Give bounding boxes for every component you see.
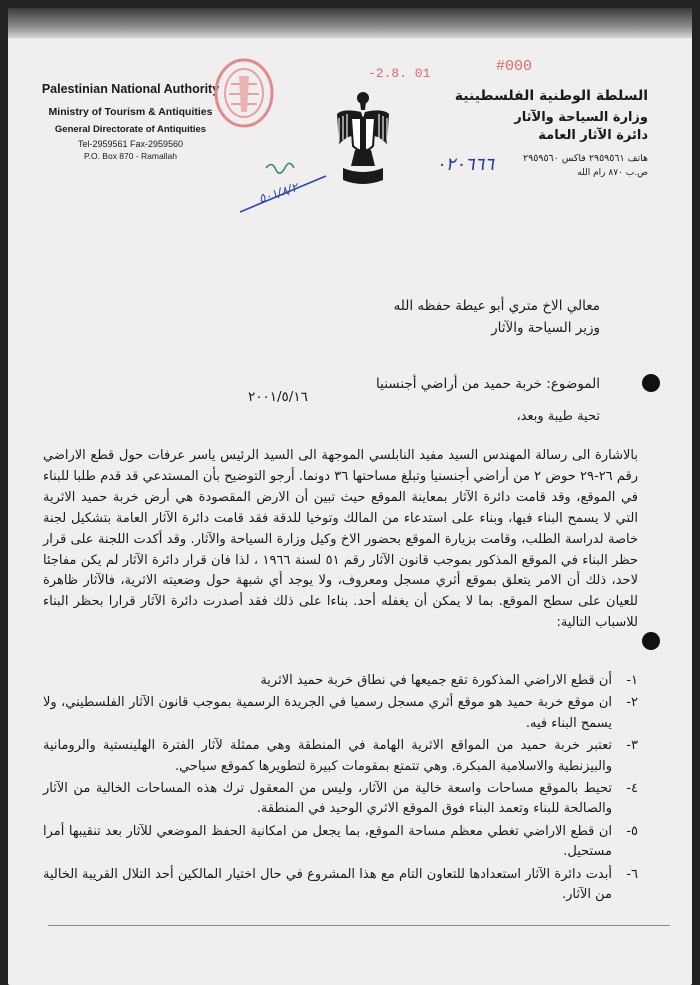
punch-hole: [642, 374, 660, 392]
reason-item: [43, 693, 638, 734]
reason-item: [43, 822, 638, 863]
org-name-ar: السلطة الوطنية الفلسطينية: [454, 88, 648, 104]
reasons-list: [43, 671, 638, 907]
reason-item: [43, 779, 638, 820]
tel-fax-en: Tel-2959561 Fax-2959560: [77, 139, 184, 149]
letter-date: ٢٠٠١/٥/١٦: [248, 389, 308, 405]
punch-hole: [642, 632, 660, 650]
reason-number: ١-: [626, 673, 638, 688]
subject-line: الموضوع: خربة حميد من أراضي أجنسنيا: [376, 376, 600, 392]
addressee-block: [394, 295, 600, 339]
reason-item: [43, 736, 638, 777]
body-text: بالاشارة الى رسالة المهندس السيد مفيد النابلسي الموجهة الى السيد الرئيس ياسر عرفات حول قطع الاراضي رقم ٢٦-٢٩ حوض ٢ من أراضي أجنسنيا وتبلغ مساحتها ٣٦ دونما. أرجو التوضيح بأن المستدعي قد قدم طلبا للبناء في الموقع، وقد قامت دائرة الآثار بمعاينة الموقع حيث تبين أن الارض المقصودة هي أرض خربة حميد الاثرية التي لا يسمح البناء فيها، وبناء على استدعاء من المالك وتوخيا للدقة فقد قامت دائرة الآثار العامة بتشكيل لجنة خاصة لدراسة الطلب، وقامت بزيارة الموقع بحضور الاخ وكيل وزارة السياحة والآثار. وقد أكدت اللجنة على قرار حظر البناء في الموقع المذكور بموجب قانون الآثار رقم ٥١ لسنة ١٩٦٦ ، لذا فان قرار دائرة الآثار لم يكن مفاجئا لاحد، ذلك أن الامر يتعلق بموقع أثري مسجل ومعروف، ولا يوجد أي شبهة حول وضعيته الاثرية، فالآثار ظاهرة للعيان على سطح الموقع. بما لا يمكن أن يغفله أحد. بناءا على ذلك فقد أصدرت دائرة الآثار قرارا بحظر البناء للاسباب التالية:: [43, 448, 639, 631]
reason-text: ان موقع خربة حميد هو موقع أثري مسجل رسميا في الجريدة الرسمية بموجب قانون الآثار الفلسطيني، ولا يسمح البناء فيه.: [43, 695, 612, 731]
body-paragraph: [43, 446, 638, 634]
reason-item: [43, 865, 638, 906]
ministry-name-en: Ministry of Tourism & Antiquities: [48, 106, 213, 118]
receipt-stamp-icon: [213, 56, 275, 130]
directorate-name-en: General Directorate of Antiquities: [54, 124, 207, 135]
greeting: تحية طيبة وبعد،: [516, 409, 600, 424]
org-name-en: Palestinian National Authority: [41, 82, 220, 96]
directorate-name-ar: دائرة الآثار العامة: [538, 128, 648, 143]
letter-page: [8, 8, 692, 985]
ministry-name-ar: وزارة السياحة والآثار: [514, 110, 648, 125]
stamp-date: -2.8. 01: [368, 66, 431, 81]
po-box-ar: ص.ب ٨٧٠ رام الله: [577, 168, 648, 178]
reason-number: ٣-: [626, 738, 638, 754]
addressee-name: معالي الاخ متري أبو عيطة حفظه الله: [393, 298, 600, 314]
reason-text: أن قطع الاراضي المذكورة تقع جميعها في نطاق خربة حميد الاثرية: [260, 673, 612, 688]
reason-number: ٤-: [626, 781, 638, 797]
eagle-emblem-icon: [333, 84, 393, 192]
reason-text: تعتبر خربة حميد من المواقع الاثرية الهامة في المنطقة وهي ممثلة لآثار الفترة الهلينستية والرومانية والبيزنطية والاسلامية المبكرة. وهي تتمتع بمقومات كبيرة لتطويرها كموقع سياحي.: [43, 738, 612, 774]
bottom-rule: [48, 925, 670, 926]
scan-top-edge: [8, 8, 692, 38]
tel-fax-ar: هاتف ٢٩٥٩٥٦١ فاكس ٢٩٥٩٥٦٠: [523, 153, 648, 164]
stamp-number: #000: [496, 58, 533, 75]
reason-number: ٢-: [626, 695, 638, 711]
reason-item: [43, 671, 638, 691]
addressee-title: وزير السياحة والآثار: [491, 320, 600, 336]
registration-number: ٠٢٠٦٦٦: [436, 154, 495, 175]
letterhead-english: [28, 82, 233, 161]
po-box-en: P.O. Box 870 - Ramallah: [84, 151, 177, 161]
reason-text: تحيط بالموقع مساحات واسعة خالية من الآثار، وليس من المعقول ترك هذه المساحات الخالية من الآثار والصالحة للبناء وتعمد البناء فوق الموقع الاثري الوحيد في المنطقة.: [43, 781, 612, 817]
reason-number: ٦-: [626, 866, 638, 882]
reason-number: ٥-: [626, 823, 638, 839]
reason-text: ان قطع الاراضي تغطي معظم مساحة الموقع، بما يجعل من امكانية الحفظ الموضعي للآثار بعد تنقيبها أمرا مستحيل.: [43, 823, 612, 860]
handwritten-note: ٥٠١/٨/٢: [256, 180, 300, 206]
reason-text: أبدت دائرة الآثار استعدادها للتعاون التام مع هذا المشروع في حال اختيار المالكين أحد التلال القريبة الخالية من الآثار.: [43, 866, 612, 903]
